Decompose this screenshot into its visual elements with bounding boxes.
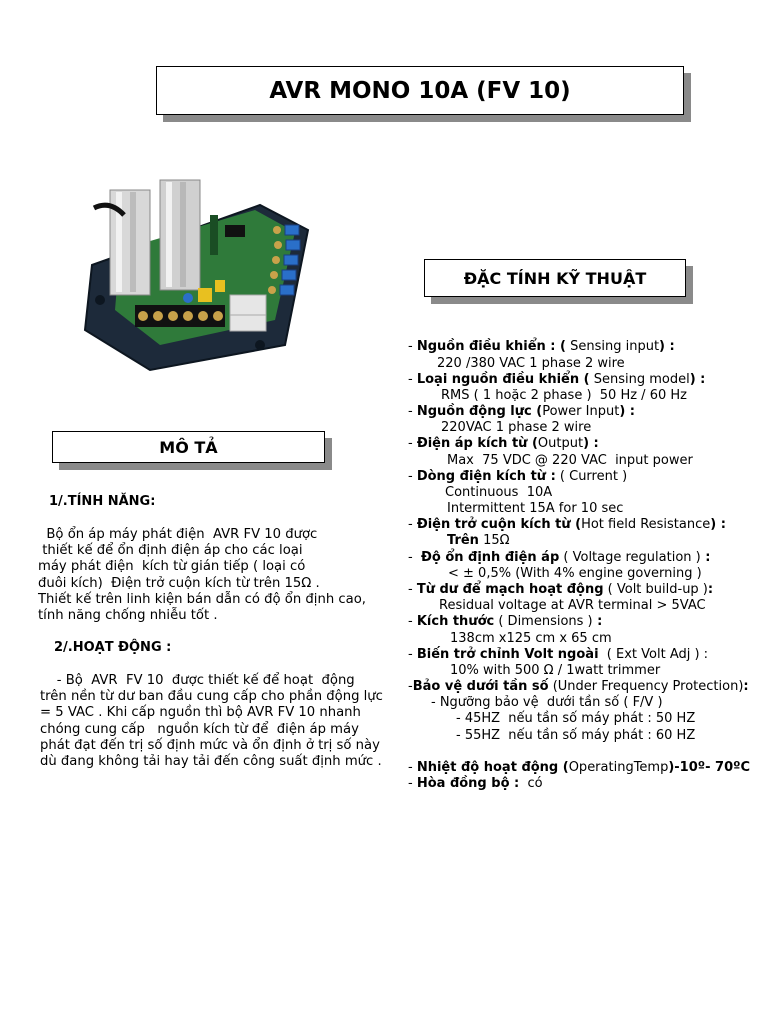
operation-line: chóng cung cấp nguồn kích từ để điện áp máy [40,721,359,737]
spec-under-frequency: -Bảo vệ dưới tần số (Under Frequency Protection): [408,679,749,694]
spec-heading: ĐẶC TÍNH KỸ THUẬT [463,268,647,288]
features-line: thiết kế để ổn định điện áp cho các loại [38,543,303,559]
spec-sensing-input: - Nguồn điều khiển : ( Sensing input) : [408,339,675,354]
spec-output: - Điện áp kích từ (Output) : [408,436,599,451]
spec-buildup: - Từ dư để mạch hoạt động ( Volt build-up ): [408,582,714,597]
title-box [156,66,684,115]
avr-product-photo [80,170,310,375]
operation-line: phát đạt đến trị số định mức và ổn định ở trị số này [40,737,380,753]
spec-buildup-value: Residual voltage at AVR terminal > 5VAC [439,598,706,613]
spec-power-input-value: 220VAC 1 phase 2 wire [441,420,592,435]
operation-heading: 2/.HOẠT ĐỘNG : [54,640,172,655]
spec-field-resistance: - Điện trở cuộn kích từ (Hot field Resistance) : [408,517,726,532]
spec-under-frequency-threshold: - Ngưỡng bảo vệ dưới tần số ( F/V ) [431,695,663,710]
description-heading-box [52,431,325,463]
spec-ext-volt-value: 10% with 500 Ω / 1watt trimmer [450,663,661,678]
features-line: đuôi kích) Điện trở cuộn kích từ trên 15Ω . [38,575,320,591]
features-line: Bộ ổn áp máy phát điện AVR FV 10 được [38,527,318,542]
operation-body [40,673,383,770]
spec-sensing-model: - Loại nguồn điều khiển ( Sensing model) : [408,372,706,387]
spec-sensing-input-value: 220 /380 VAC 1 phase 2 wire [437,356,625,371]
spec-current: - Dòng điện kích từ : ( Current ) [408,469,628,484]
spec-dimensions-value: 138cm x125 cm x 65 cm [450,631,612,646]
spec-current-value-1: Continuous 10A [445,485,553,500]
spec-ext-volt: - Biến trở chỉnh Volt ngoài ( Ext Volt Adj ) : [408,647,709,662]
spec-sensing-model-value: RMS ( 1 hoặc 2 phase ) 50 Hz / 60 Hz [441,388,687,403]
operation-line: trên nền từ dư ban đầu cung cấp cho phần động lực [40,689,383,705]
spec-power-input: - Nguồn động lực (Power Input) : [408,404,635,419]
description-heading: MÔ TẢ [159,437,218,457]
page-title: AVR MONO 10A (FV 10) [269,77,571,104]
spec-field-resistance-value: Trên 15Ω [447,533,510,548]
spec-under-frequency-50hz: - 45HZ nếu tần số máy phát : 50 HZ [456,711,696,726]
features-line: máy phát điện kích từ gián tiếp ( loại có [38,559,306,575]
spec-output-value: Max 75 VDC @ 220 VAC input power [447,453,693,468]
spec-voltage-regulation: - Độ ổn định điện áp ( Voltage regulation ) : [408,550,711,565]
spec-dimensions: - Kích thước ( Dimensions ) : [408,614,603,629]
operation-line: = 5 VAC . Khi cấp nguồn thì bộ AVR FV 10 nhanh [40,705,361,721]
spec-synchronization: - Hòa đồng bộ : có [408,776,543,791]
spec-heading-box [424,259,686,297]
features-heading: 1/.TÍNH NĂNG: [49,494,156,509]
spec-operating-temp: - Nhiệt độ hoạt động (OperatingTemp)-10º- 70ºC [408,760,750,775]
operation-line: dù đang không tải hay tải đến công suất định mức . [40,754,382,770]
spec-voltage-regulation-value: < ± 0,5% (With 4% engine governing ) [448,566,702,581]
operation-line: - Bộ AVR FV 10 được thiết kế để hoạt động [40,673,355,688]
features-body [38,527,366,624]
features-line: tính năng chống nhiễu tốt . [38,608,218,624]
spec-current-value-2: Intermittent 15A for 10 sec [447,501,624,516]
features-line: Thiết kế trên linh kiện bán dẫn có độ ổn định cao, [38,591,366,607]
spec-under-frequency-60hz: - 55HZ nếu tần số máy phát : 60 HZ [456,728,696,743]
